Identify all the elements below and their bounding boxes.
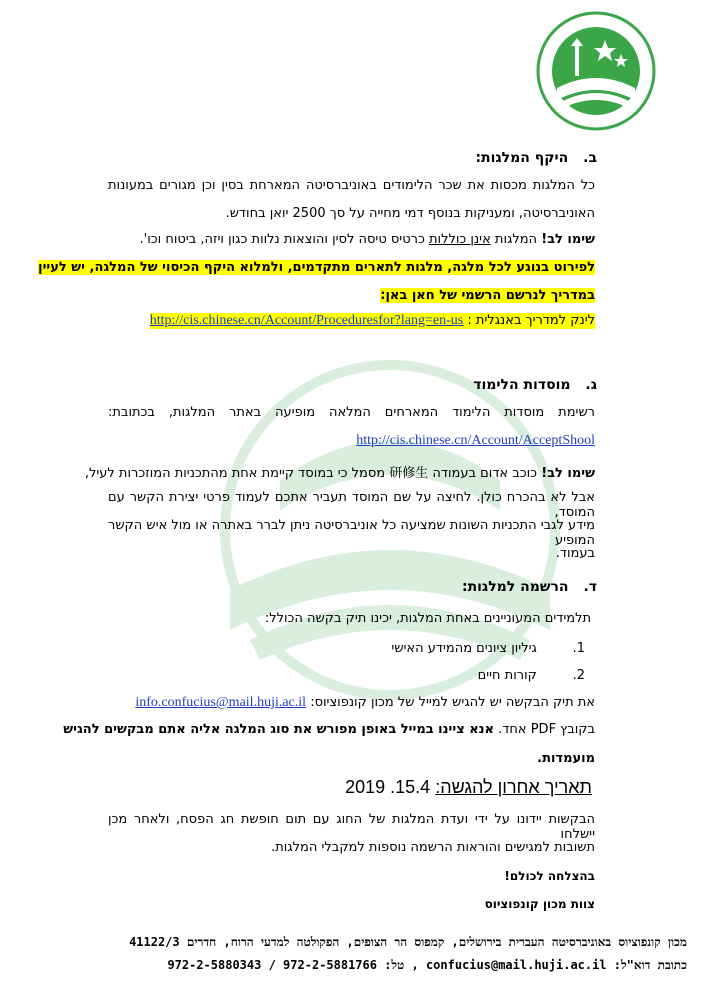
deadline-date: 15.4. 2019: [345, 777, 431, 797]
footer-contact: כתובת דוא"ל: confucius@mail.huji.ac.il , טל: 972-2-5881766 / 972-2-5880343: [167, 958, 687, 972]
note-text: המלגות: [490, 232, 542, 247]
closing-line: תשובות למגישים והוראות הרשמה נוספות למקבלי המלגות.: [271, 840, 595, 855]
note-text: כרטיס טיסה לסין והוצאות נלוות כגון ויזה, ביטוח וכו'.: [139, 232, 429, 247]
deadline-label: תאריך אחרון להגשה:: [435, 777, 592, 797]
section-g-line: אבל לא בהכרח כולן. לחיצה על שם המוסד תעביר אתכם לעמוד פרטי יצירת הקשר עם המוסד,: [108, 490, 595, 520]
section-b-paragraph-line: האוניברסיטה, ומעניקות בנוסף דמי מחייה על סך 2500 יואן בחודש.: [225, 206, 595, 221]
section-b-note: [140, 232, 595, 247]
good-luck: בהצלחה לכולם!: [504, 869, 595, 883]
list-item: [478, 668, 585, 683]
footer: [20, 935, 687, 977]
list-item-number: 1.: [572, 641, 585, 656]
section-b-number: ב.: [583, 150, 597, 166]
institutions-link-row: [356, 433, 595, 449]
closing-line: הבקשות יידונו על ידי ועדת המלגות של החוג עם תום חופשת חג הפסח, ולאחר מכן יישלחו: [108, 812, 595, 842]
guide-link[interactable]: http://cis.chinese.cn/Account/Proceduresfor?lang=en-us: [149, 313, 464, 328]
guide-link-label: לינק למדריך באנגלית :: [467, 313, 595, 328]
highlight-line: לפירוט בנוגע לכל מלגה, מלגות לתארים מתקדמים, ולמלוא היקף הכיסוי של המלגה, יש לעיין: [38, 260, 595, 275]
section-d-intro: תלמידים המעוניינים באחת המלגות, יכינו תיק בקשה הכולל:: [264, 611, 591, 626]
email-link[interactable]: info.confucius@mail.huji.ac.il: [135, 695, 307, 710]
note-label: שימו לב!: [541, 232, 595, 247]
section-d-title: הרשמה למלגות:: [461, 579, 569, 595]
note-underlined: אינן כוללות: [429, 232, 491, 247]
note-label: שימו לב!: [541, 466, 595, 481]
section-d-number: ד.: [583, 579, 597, 595]
signature: צוות מכון קונפוציוס: [484, 897, 595, 911]
list-item-text: גיליון ציונים מהמידע האישי: [391, 641, 537, 656]
list-item: [391, 641, 585, 656]
section-d-heading: [462, 579, 597, 595]
section-g-title: מוסדות הלימוד: [473, 377, 571, 393]
guide-link-row: [150, 313, 595, 329]
deadline: [345, 777, 592, 798]
section-g-heading: [473, 377, 597, 393]
section-g-note: [85, 462, 595, 481]
confucius-institute-logo: [535, 10, 657, 132]
pdf-line: [63, 722, 595, 737]
list-item-text: קורות חיים: [477, 668, 537, 683]
section-b-heading: [475, 150, 597, 166]
pdf-line-continued: מועמדות.: [537, 751, 595, 766]
institutions-link[interactable]: http://cis.chinese.cn/Account/AcceptShool: [356, 433, 595, 448]
pdf-bold-text: אנא ציינו במייל באופן מפורש את סוג המלגה אליה אתם מבקשים להגיש: [63, 722, 495, 737]
section-g-line: רשימת מוסדות הלימוד המארחים המלאה מופיעה באתר המלגות, בכתובת:: [108, 405, 595, 420]
footer-address: מכון קונפוציוס באוניברסיטה העברית בירושלים, קמפוס הר הצופים, הפקולטה למדעי הרוח, חדרים 41122/3: [129, 935, 687, 949]
submit-text: את תיק הבקשה יש להגיש למייל של מכון קונפוציוס:: [310, 695, 595, 710]
pdf-text: בקובץ PDF אחד.: [494, 722, 595, 737]
section-b-title: היקף המלגות:: [475, 150, 569, 166]
section-g-number: ג.: [585, 377, 597, 393]
highlight-line: במדריך לנרשם הרשמי של חאן באן:: [380, 288, 595, 303]
submit-line: [135, 695, 595, 711]
section-g-line: בעמוד.: [555, 546, 595, 561]
note-text: כוכב אדום בעמודה 研修生 מסמל כי במוסד קיימת אחת מהתכניות המוזכרות לעיל,: [84, 466, 542, 481]
section-g-line: מידע לגבי התכניות השונות שמציעה כל אוניברסיטה ניתן לברר באתרה או מול איש הקשר המופיע: [108, 518, 595, 548]
list-item-number: 2.: [572, 668, 585, 683]
section-b-paragraph-line: כל המלגות מכסות את שכר הלימודים באוניברסיטה המארחת בסין וכן מגורים במעונות: [108, 178, 595, 193]
